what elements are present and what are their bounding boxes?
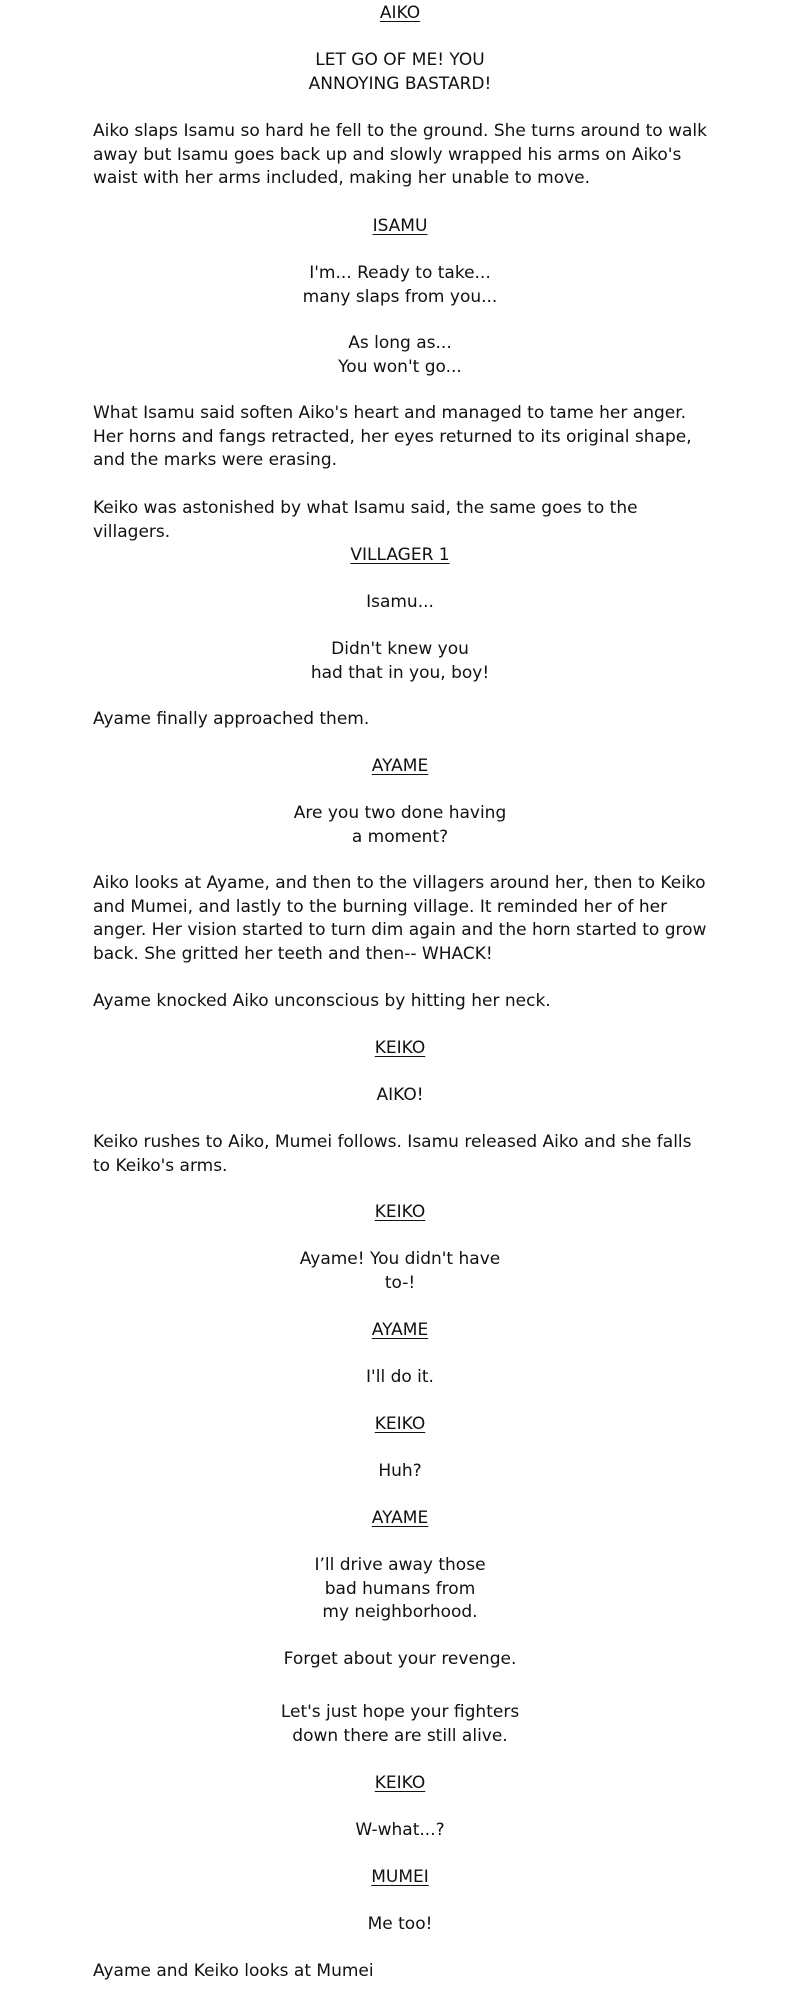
dialogue: Forget about your revenge.	[283, 1649, 517, 1669]
character-name: VILLAGER 1	[350, 545, 450, 565]
dialogue: W-what...?	[355, 1820, 445, 1840]
dialogue: Didn't knew you had that in you, boy!	[310, 639, 490, 683]
character-name: ISAMU	[372, 216, 428, 236]
dialogue: AIKO!	[376, 1085, 424, 1105]
dialogue: As long as... You won't go...	[338, 333, 462, 377]
action-text: What Isamu said soften Aiko's heart and managed to tame her anger. Her horns and fangs retracted, her eyes returned to its original shape, and the marks were erasing.	[93, 403, 692, 470]
character-name: MUMEI	[371, 1867, 429, 1887]
character-name: KEIKO	[374, 1773, 426, 1793]
dialogue: LET GO OF ME! YOU ANNOYING BASTARD!	[308, 50, 492, 94]
dialogue: I’ll drive away those bad humans from my neighborhood.	[314, 1555, 486, 1622]
character-name: AIKO	[379, 3, 421, 23]
action-text: Keiko rushes to Aiko, Mumei follows. Isamu released Aiko and she falls to Keiko's arms.	[93, 1132, 692, 1176]
dialogue: Isamu...	[366, 592, 434, 612]
dialogue: Huh?	[378, 1461, 422, 1481]
character-name: KEIKO	[374, 1414, 426, 1434]
dialogue: Ayame! You didn't have to-!	[299, 1249, 501, 1293]
character-name: AYAME	[371, 1320, 429, 1340]
action-text: Ayame finally approached them.	[93, 709, 370, 729]
character-name: AYAME	[371, 1508, 429, 1528]
dialogue: I'll do it.	[366, 1367, 434, 1387]
dialogue: Me too!	[367, 1914, 433, 1934]
action-text: Aiko slaps Isamu so hard he fell to the ground. She turns around to walk away but Isamu goes back up and slowly wrapped his arms on Aiko's waist with her arms included, making her unable to move.	[93, 121, 708, 188]
dialogue: Let's just hope your fighters down there are still alive.	[280, 1702, 520, 1746]
character-name: KEIKO	[374, 1038, 426, 1058]
action-text: Ayame and Keiko looks at Mumei	[93, 1961, 374, 1981]
action-text: Keiko was astonished by what Isamu said, the same goes to the villagers.	[93, 498, 638, 542]
dialogue: I'm... Ready to take... many slaps from you...	[302, 263, 498, 307]
action-text: Ayame knocked Aiko unconscious by hitting her neck.	[93, 991, 551, 1011]
dialogue: Are you two done having a moment?	[293, 803, 507, 847]
character-name: AYAME	[371, 756, 429, 776]
character-name: KEIKO	[374, 1202, 426, 1222]
action-text: Aiko looks at Ayame, and then to the villagers around her, then to Keiko and Mumei, and lastly to the burning village. It reminded her of her anger. Her vision started to turn dim again and the horn started to grow back. She gritted her teeth and then-- WHACK!	[93, 873, 707, 964]
